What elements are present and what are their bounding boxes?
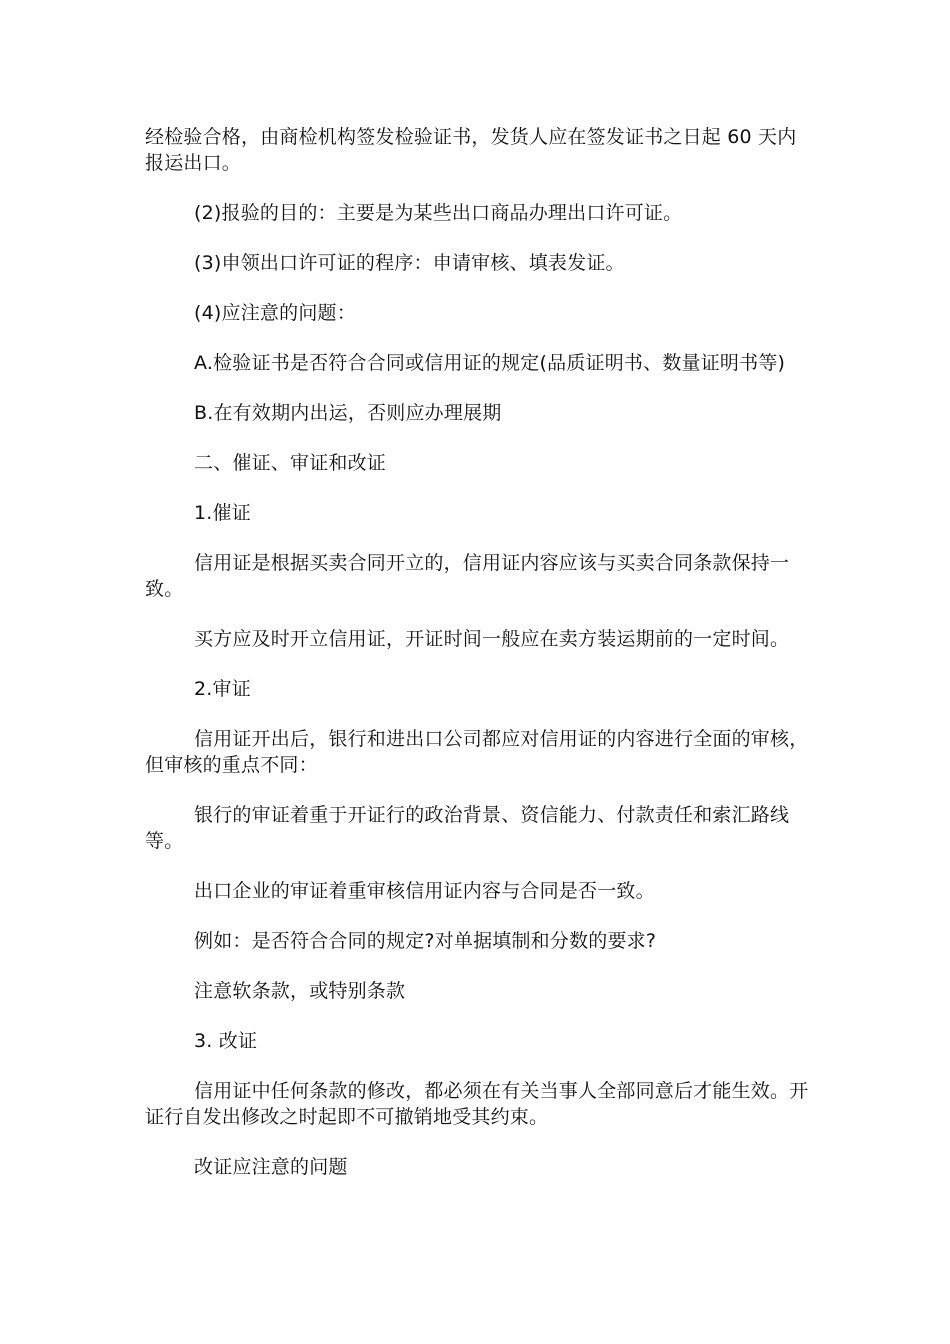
document-body	[145, 124, 810, 1204]
paragraph: A.检验证书是否符合合同或信用证的规定(品质证明书、数量证明书等)	[194, 352, 786, 374]
subsection-heading: 1.催证	[194, 502, 251, 524]
paragraph: 信用证是根据买卖合同开立的，信用证内容应该与买卖合同条款保持一致。	[145, 552, 790, 600]
paragraph: 银行的审证着重于开证行的政治背景、资信能力、付款责任和索汇路线等。	[145, 804, 790, 852]
paragraph: 信用证中任何条款的修改，都必须在有关当事人全部同意后才能生效。开证行自发出修改之时起即不可撤销地受其约束。	[145, 1080, 809, 1128]
paragraph: B.在有效期内出运，否则应办理展期	[194, 402, 502, 424]
paragraph: 买方应及时开立信用证，开证时间一般应在卖方装运期前的一定时间。	[194, 628, 790, 650]
paragraph: 注意软条款，或特别条款	[194, 980, 406, 1002]
paragraph: (4)应注意的问题：	[194, 302, 356, 324]
paragraph: 例如：是否符合合同的规定?对单据填制和分数的要求?	[194, 930, 657, 952]
subsection-heading: 3. 改证	[194, 1030, 258, 1052]
subsection-heading: 2.审证	[194, 678, 251, 700]
paragraph: 出口企业的审证着重审核信用证内容与合同是否一致。	[194, 880, 655, 902]
paragraph: (3)申领出口许可证的程序：申请审核、填表发证。	[194, 252, 625, 274]
paragraph: (2)报验的目的：主要是为某些出口商品办理出口许可证。	[194, 202, 683, 224]
paragraph: 信用证开出后，银行和进出口公司都应对信用证的内容进行全面的审核，但审核的重点不同：	[145, 728, 809, 776]
section-heading: 二、催证、审证和改证	[194, 452, 387, 474]
paragraph: 改证应注意的问题	[194, 1156, 348, 1178]
paragraph-continuation: 经检验合格，由商检机构签发检验证书，发货人应在签发证书之日起 60 天内报运出口。	[145, 126, 797, 174]
